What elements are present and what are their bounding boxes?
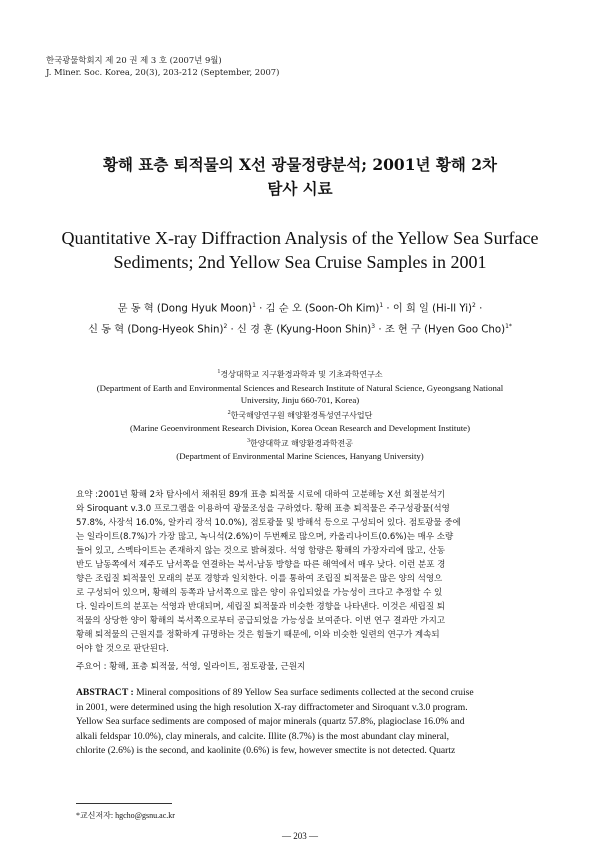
abstract-line: 반도 남동쪽에서 제주도 남서쪽을 연결하는 북서-남동 방향을 따른 해역에서 매우 낮다. 이런 분포 경 xyxy=(76,560,446,570)
affiliation-2-korean xyxy=(40,407,560,423)
abstract-line xyxy=(76,488,526,502)
abstract-line: 와 Siroquant v.3.0 프로그램을 이용하여 광물조성을 구하였다. 황해 표층 퇴적물은 주구성광물(석영 xyxy=(76,504,450,514)
journal-header xyxy=(46,54,279,78)
affiliation-mark: 1 xyxy=(217,369,221,375)
korean-title-line-2: 탐사 시료 xyxy=(267,179,333,198)
affiliations xyxy=(40,366,560,463)
affiliation-mark: 2 xyxy=(227,409,231,416)
page-number: — 203 — xyxy=(282,831,318,841)
abstract-line: 다. 일라이트의 분포는 석영과 반대되며, 세립질 퇴적물과 비슷한 경향을 나타낸다. 이것은 세립질 퇴 xyxy=(76,602,445,612)
author-separator: · xyxy=(375,324,385,336)
author-list xyxy=(40,297,560,340)
author-separator: · xyxy=(383,303,393,315)
affiliation-1-korean xyxy=(40,366,560,382)
abstract-line xyxy=(76,686,526,701)
abstract-line: 들어 있고, 스멕타이트는 존재하지 않는 것으로 밝혀졌다. 석영 함량은 황해의 가장자리에 많고, 산동 xyxy=(76,546,445,556)
author-separator: · xyxy=(255,303,266,315)
author-affiliation-mark: 2 xyxy=(472,302,476,309)
english-abstract-label: ABSTRACT : xyxy=(76,687,134,698)
affiliation-3-english: (Department of Environmental Marine Sciences, Hanyang University) xyxy=(176,451,424,462)
author-name: 김 순 오 (Soon-Oh Kim) xyxy=(265,303,380,315)
author-affiliation-mark: 1 xyxy=(379,302,384,309)
author-name: 신 경 훈 (Kyung-Hoon Shin) xyxy=(237,324,372,336)
affiliation-1-english-cont: University, Jinju 660-701, Korea) xyxy=(240,395,360,406)
journal-citation-korean: 한국광물학회지 제 20 권 제 3 호 (2007년 9월) xyxy=(46,55,222,65)
abstract-line: 어야 할 것으로 판단된다. xyxy=(76,644,169,654)
author-name: 이 희 일 (Hi-Il Yi) xyxy=(392,303,473,315)
abstract-text: 2001년 황해 2차 탐사에서 채취된 89개 표층 퇴적물 시료에 대하여 고분해능 X선 회절분석기 xyxy=(98,490,446,500)
author-name: 문 동 혁 (Dong Hyuk Moon) xyxy=(117,303,253,315)
korean-abstract-label: 요약 : xyxy=(76,490,98,500)
author-affiliation-mark: 2 xyxy=(223,323,228,331)
affiliation-3-korean xyxy=(40,435,560,451)
abstract-line: in 2001, were determined using the high resolution X-ray diffractometer and Siroquant v.3.0 program. xyxy=(76,701,468,713)
footnote-divider xyxy=(76,803,172,804)
affiliation-1-english: (Department of Earth and Environmental Sciences and Research Institute of Natural Science, Gyeongsang National xyxy=(96,382,504,393)
abstract-line: 향은 조립질 퇴적물인 모래의 분포 경향과 일치한다. 이를 통하여 조립질 퇴적물은 많은 양의 석영으 xyxy=(76,574,443,584)
author-affiliation-mark: 1 xyxy=(252,302,256,309)
english-title xyxy=(40,226,560,274)
abstract-line: 57.8%, 사장석 16.0%, 알카리 장석 10.0%), 점토광물 및 방해석 등으로 구성되어 있다. 점토광물 중에 xyxy=(76,518,461,528)
affiliation-2-english: (Marine Geoenvironment Research Division, Korea Ocean Research and Development Institute) xyxy=(129,423,471,434)
affiliation-mark: 3 xyxy=(246,437,250,444)
abstract-line: Yellow Sea surface sediments are composed of major minerals (quartz 57.8%, plagioclase 16.0% and xyxy=(76,716,465,728)
author-line-1 xyxy=(40,297,560,318)
author-name: 신 동 혁 (Dong-Hyeok Shin) xyxy=(88,324,224,336)
corresponding-author-footnote: *교신저자: hgcho@gsnu.ac.kr xyxy=(76,811,175,820)
author-line-2 xyxy=(40,318,560,339)
abstract-text: Mineral compositions of 89 Yellow Sea surface sediments collected at the second cruise xyxy=(136,687,474,698)
english-abstract xyxy=(76,686,526,759)
abstract-line: 는 일라이트(8.7%)가 가장 많고, 녹니석(2.6%)이 두번째로 많으며, 카올리나이트(0.6%)는 매우 소량 xyxy=(76,532,454,542)
korean-title-line-1: 황해 표층 퇴적물의 X선 광물정량분석; 2001년 황해 2차 xyxy=(103,155,497,174)
keywords-text: 황해, 표층 퇴적물, 석영, 일라이트, 점토광물, 근원지 xyxy=(109,662,306,672)
affiliation-name-korean: 한국해양연구원 해양환경특성연구사업단 xyxy=(230,410,373,420)
keywords-label: 주요어 : xyxy=(76,662,107,672)
author-separator: · xyxy=(227,324,238,336)
korean-abstract xyxy=(76,488,526,656)
abstract-line: 황해 퇴적물의 근원지를 정확하게 규명하는 것은 힘들기 때문에, 이와 비슷한 일련의 연구가 계속되 xyxy=(76,630,440,640)
english-title-line-1: Quantitative X-ray Diffraction Analysis of the Yellow Sea Surface xyxy=(61,228,539,248)
journal-citation-english: J. Miner. Soc. Korea, 20(3), 203-212 (September, 2007) xyxy=(46,67,280,77)
korean-title xyxy=(40,153,560,201)
english-title-line-2: Sediments; 2nd Yellow Sea Cruise Samples in 2001 xyxy=(113,252,487,272)
author-separator: · xyxy=(475,303,483,315)
abstract-line: alkali feldspar 10.0%), clay minerals, and calcite. Illite (8.7%) is the most abundant clay mineral, xyxy=(76,730,449,742)
abstract-line: chlorite (2.6%) is the second, and kaolinite (0.6%) is few, however smectite is not detected. Quartz xyxy=(76,745,456,757)
author-affiliation-mark: 3 xyxy=(371,323,376,331)
author-name: 조 현 구 (Hyen Goo Cho) xyxy=(384,324,506,336)
affiliation-name-korean: 한양대학교 해양환경과학전공 xyxy=(249,438,353,448)
korean-keywords xyxy=(76,660,526,672)
affiliation-name-korean: 경상대학교 지구환경과학과 및 기초과학연구소 xyxy=(220,369,383,379)
author-affiliation-mark: 1* xyxy=(505,323,512,331)
abstract-line: 적물의 상당한 양이 황해의 북서쪽으로부터 공급되었을 가능성을 보여준다. 이번 연구 결과만 가지고 xyxy=(76,616,446,626)
abstract-line: 로 구성되어 있으며, 황해의 동쪽과 남서쪽으로 많은 양이 유입되었을 가능성이 크다고 추정할 수 있 xyxy=(76,588,443,598)
